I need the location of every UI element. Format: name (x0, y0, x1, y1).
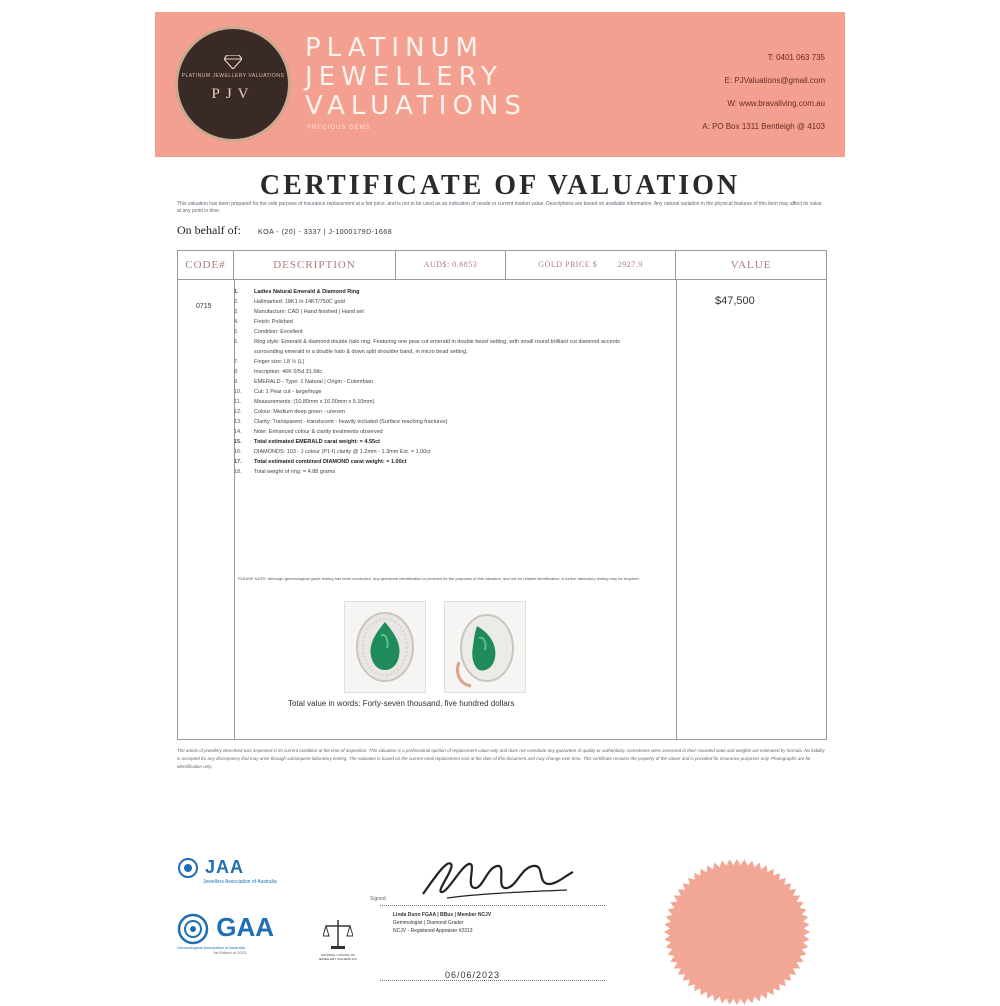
logo-text: PLATINUM JEWELLERY VALUATIONS (181, 73, 285, 79)
item-text: Note: Enhanced colour & clarity treatments observed (254, 429, 383, 435)
brand-line: JEWELLERY (305, 62, 503, 92)
contact-web: W: www.bravaliving.com.au (727, 99, 825, 108)
item-text: Total estimated EMERALD carat weight: = 4.55ct (254, 439, 380, 445)
item-number: 15. (234, 439, 242, 445)
item-number: 13. (234, 419, 242, 425)
gaa-logo-text: GAA (216, 912, 275, 942)
item-number: 6. (234, 339, 239, 345)
item-text: Clarity: Transparent - translucent - heavily included (Surface reaching fractures) (254, 419, 448, 425)
gaa-logo (177, 912, 274, 945)
header-gold (506, 251, 676, 279)
item-text: Finish: Polished (254, 319, 293, 325)
description-item (234, 427, 654, 437)
description-item (234, 447, 654, 457)
item-number: 11. (234, 399, 242, 405)
ring-side-image (445, 602, 525, 692)
item-text: Total weight of ring: = 4.88 grams (254, 469, 336, 475)
gaa-subtitle: Gemmological Association of Australia (177, 945, 245, 951)
brand-line: VALUATIONS (305, 91, 527, 121)
item-number: 10. (234, 389, 242, 395)
description-item (234, 387, 654, 397)
brand-name (305, 34, 527, 121)
item-text: Manufacture: CAD | Hand finished | Hand set (254, 309, 364, 315)
gaa-logo-block (177, 912, 274, 955)
item-text: Colour: Medium deep green - uneven (254, 409, 346, 415)
description-item (234, 317, 654, 327)
item-number: 17. (234, 459, 242, 465)
item-code: 0715 (196, 303, 212, 310)
ring-front-image (345, 602, 425, 692)
description-item (234, 407, 654, 417)
signature-line (380, 905, 605, 906)
on-behalf-label: On behalf of: (177, 223, 241, 237)
item-text: DIAMONDS: 103 - J colour (P1-I) clarity @ 1.2mm - 1.3mm Est. = 1.00ct (254, 449, 431, 455)
tagline: PRECIOUS GEMS (307, 125, 371, 131)
contact-address: A: PO Box 1311 Bentleigh @ 4103 (702, 122, 825, 131)
signed-label: Signed: (370, 896, 387, 902)
testing-disclaimer: PLEASE NOTE: Although gemmological grade testing has been conducted, any gemstone identification is provided for the purposes of this valuation, and not for reliable identification. A further laboratory testing may be required. (238, 576, 640, 581)
table-header (178, 251, 826, 280)
item-number: 2. (234, 299, 239, 305)
gold-value: 2927.9 (617, 260, 643, 269)
ring-photo-side (444, 601, 526, 693)
item-number: 18. (234, 469, 242, 475)
brand-line: PLATINUM (305, 33, 484, 63)
item-value: $47,500 (715, 295, 755, 307)
item-text: Measurements: (10.80mm x 16.00mm x 5.10mm) (254, 399, 375, 405)
certificate-page (155, 12, 845, 1000)
valuer-title: Gemmologist | Diamond Grader (393, 920, 464, 926)
valuation-table (177, 250, 827, 740)
total-in-words: Total value in words: Forty-seven thousand, five hundred dollars (288, 699, 515, 708)
description-item (234, 287, 654, 297)
certificate-date: 06/06/2023 (445, 970, 501, 980)
jaa-logo-text: JAA (205, 857, 245, 877)
valuation-seal (663, 858, 811, 1006)
item-text: EMERALD - Type: 1 Natural | Origin - Colombian (254, 379, 374, 385)
item-number: 4. (234, 319, 239, 325)
item-text: Inscription: 46K 0/5d 31.6ttc (254, 369, 323, 375)
description-item (234, 437, 654, 447)
item-number: 5. (234, 329, 239, 335)
ncjv-text: NATIONAL COUNCIL OF JEWELLERY VALUERS INC. (318, 953, 358, 961)
item-text: Cut: 1 Pear cut - large/huge (254, 389, 322, 395)
item-text: Condition: Excellent (254, 329, 303, 335)
item-number: 7. (234, 359, 239, 365)
valuer-signature (417, 854, 577, 906)
item-number: 8. (234, 369, 239, 375)
terms-text: The article of jewellery described was inspected in its current condition at the time of inspection. This valuation is a professional opinion of replacement value only and does not constitute any guarantee of quality or authenticity. Gemstones were assessed in their mounted state and weights are estimated by formula. No liability is accepted for any discrepancy that may arise through subsequent laboratory testing. The valuation is based on the current retail replacement cost at the date of this document and may change over time. This certificate remains the property of the valuer and is provided for insurance purposes only. Photographs are for identification only. (177, 748, 825, 769)
item-number: 12. (234, 409, 242, 415)
item-text: Finger size: L8 ½ (L) (254, 359, 305, 365)
reference-number: KOA - (20) - 3337 | J-1000179D-1668 (257, 229, 393, 236)
letterhead (155, 12, 845, 157)
description-item (234, 467, 654, 477)
header-value: VALUE (730, 259, 772, 271)
ncjv-logo (313, 918, 363, 961)
column-divider (676, 279, 677, 739)
ring-photo-front (344, 601, 426, 693)
description-item (234, 377, 654, 387)
item-number: 14. (234, 429, 242, 435)
item-number: 1. (234, 289, 239, 295)
description-item (234, 297, 654, 307)
diamond-icon (224, 55, 242, 69)
contact-phone: T: 0401 063 735 (767, 53, 825, 62)
header-aud: AUD$: 0.6853 (396, 251, 506, 279)
valuer-name: Linda Dunn FGAA | BBus | Member NCJV (393, 912, 492, 918)
description-item (234, 307, 654, 317)
description-item (234, 337, 654, 357)
item-text: Total estimated combined DIAMOND carat weight: = 1.00ct (254, 459, 407, 465)
on-behalf-line (177, 223, 392, 238)
jaa-logo (177, 857, 277, 879)
description-item (234, 357, 654, 367)
jaa-subtitle: Jewellers Association of Australia (203, 879, 277, 886)
jaa-logo-block (177, 857, 277, 885)
item-text: Ring style: Emerald & diamond double halo ring. Featuring one pear cut emerald in double bezel setting, with small round brilliant cut diamond accents surrounding emerald in a double halo & down split shoulder band, in micro bead setting. (254, 339, 620, 355)
description-item (234, 397, 654, 407)
description-item (234, 457, 654, 467)
logo-initials: PJV (211, 86, 255, 102)
description-item (234, 417, 654, 427)
date-line (380, 980, 605, 981)
item-number: 9. (234, 379, 239, 385)
gaa-year: 1st Edition of 2023 (213, 950, 247, 956)
contact-block (702, 46, 825, 138)
item-text: Hallmarked: 18K1 in 14KT/750C gold (254, 299, 345, 305)
valuer-details (393, 911, 491, 935)
description-item (234, 327, 654, 337)
header-code: CODE# (178, 251, 234, 279)
intro-text: This valuation has been prepared for the sole purpose of insurance replacement at a fair price, and is not to be used as an indication of resale or current market value. Descriptions are based on available information. Any natural variation in the physical features of this item may affect its value at any point in time. (177, 201, 822, 214)
item-text: Ladies Natural Emerald & Diamond Ring (254, 289, 360, 295)
gaa-emblem-icon (177, 913, 209, 945)
description-item (234, 367, 654, 377)
valuer-registration: NCJV - Registered Appraiser #2313 (393, 928, 473, 934)
contact-email: E: PJValuations@gmail.com (724, 76, 825, 85)
page-title: CERTIFICATE OF VALUATION (259, 170, 741, 201)
header-description: DESCRIPTION (234, 251, 396, 279)
item-number: 16. (234, 449, 242, 455)
gold-label: GOLD PRICE $ (538, 260, 598, 269)
jaa-emblem-icon (177, 857, 199, 879)
description-list (234, 287, 654, 477)
pjv-logo (175, 26, 291, 142)
scales-icon (323, 918, 353, 952)
item-number: 3. (234, 309, 239, 315)
